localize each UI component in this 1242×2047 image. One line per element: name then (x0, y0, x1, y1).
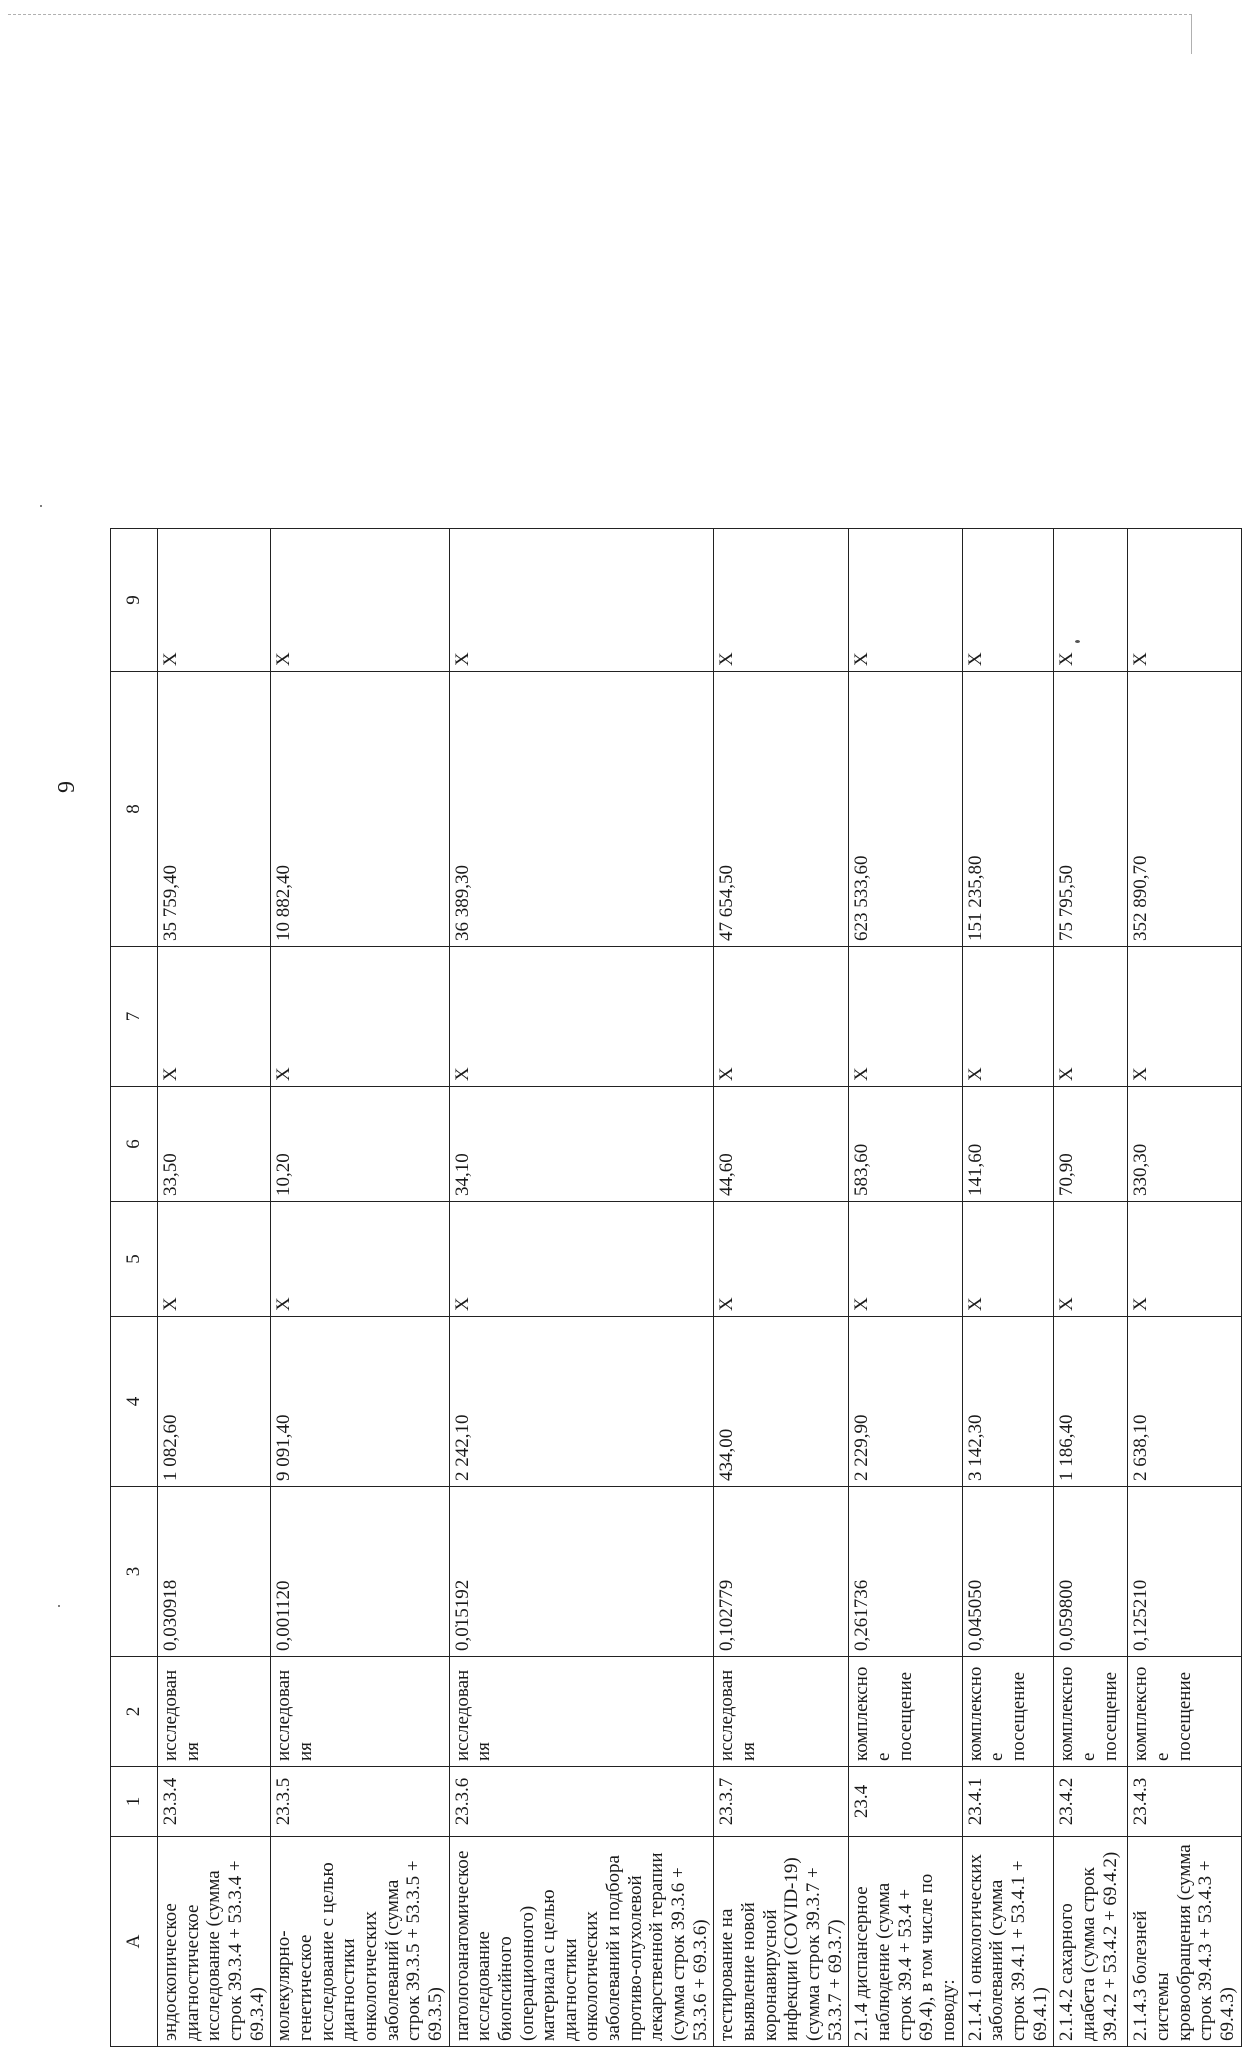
table-cell: 0,261736 (849, 1487, 962, 1657)
table-cell: X (1054, 947, 1128, 1087)
column-header: 4 (111, 1317, 158, 1487)
column-header: А (111, 1837, 158, 2047)
table-header-row (111, 529, 158, 2047)
table-cell: X (271, 1202, 449, 1317)
column-header: 2 (111, 1657, 158, 1767)
table-cell: X (1054, 529, 1128, 672)
table-cell: 151 235,80 (962, 672, 1054, 947)
table-cell: X (714, 529, 849, 672)
table-cell: 1 082,60 (158, 1317, 271, 1487)
table-cell: исследования (158, 1657, 271, 1767)
table-cell: тестирование на выявление новой коронавирусной инфекции (COVID-19) (сумма строк 39.3.7 + 53.3.7 + 69.3.7) (714, 1837, 849, 2047)
table-cell: 23.3.6 (449, 1767, 714, 1837)
table-cell: 0,102779 (714, 1487, 849, 1657)
table-cell: 23.3.5 (271, 1767, 449, 1837)
table-cell: 23.4 (849, 1767, 962, 1837)
column-header: 8 (111, 672, 158, 947)
table-cell: 2.1.4 диспансерное наблюдение (сумма строк 39.4 + 53.4 + 69.4), в том числе по поводу: (849, 1837, 962, 2047)
table-row (714, 529, 849, 2047)
table-cell: X (962, 947, 1054, 1087)
table-cell: 34,10 (449, 1087, 714, 1202)
column-header: 7 (111, 947, 158, 1087)
table-cell: 141,60 (962, 1087, 1054, 1202)
data-table (110, 528, 1242, 2047)
table-cell: комплексное посещение (1128, 1657, 1241, 1767)
table-cell: эндоскопическое диагностическое исследование (сумма строк 39.3.4 + 53.3.4 + 69.3.4) (158, 1837, 271, 2047)
table-cell: 23.4.1 (962, 1767, 1054, 1837)
table-cell: X (1128, 1202, 1241, 1317)
table-cell: патологоанатомическое исследование биопсийного (операционного) материала с целью диагностики онкологических заболеваний и подбора противо-опухолевой лекарственной терапии (сумма строк 39.3.6 + 53.3.6 + 69.3.6) (449, 1837, 714, 2047)
table-cell: X (158, 947, 271, 1087)
rotated-table-wrapper (110, 529, 1238, 2047)
scan-speck (58, 1605, 60, 1607)
table-cell: исследования (271, 1657, 449, 1767)
table-cell: 75 795,50 (1054, 672, 1128, 947)
column-header: 6 (111, 1087, 158, 1202)
table-cell: 70,90 (1054, 1087, 1128, 1202)
table-cell: X (714, 1202, 849, 1317)
table-row (158, 529, 271, 2047)
scan-speck (40, 505, 42, 507)
table-cell: 352 890,70 (1128, 672, 1241, 947)
table-cell: 0,125210 (1128, 1487, 1241, 1657)
table-cell: X (714, 947, 849, 1087)
table-cell: 10 882,40 (271, 672, 449, 947)
table-cell: 583,60 (849, 1087, 962, 1202)
page-number: 9 (54, 781, 80, 793)
column-header: 1 (111, 1767, 158, 1837)
table-row (1128, 529, 1241, 2047)
table-cell: 47 654,50 (714, 672, 849, 947)
table-cell: X (962, 529, 1054, 672)
scan-edge-right (1191, 14, 1192, 54)
table-cell: X (271, 529, 449, 672)
table-cell: 2.1.4.2 сахарного диабета (сумма строк 39.4.2 + 53.4.2 + 69.4.2) (1054, 1837, 1128, 2047)
table-cell: X (1128, 529, 1241, 672)
table-cell: 23.3.4 (158, 1767, 271, 1837)
table-cell: 9 091,40 (271, 1317, 449, 1487)
table-cell: 23.4.3 (1128, 1767, 1241, 1837)
table-cell: 623 533,60 (849, 672, 962, 947)
table-cell: X (962, 1202, 1054, 1317)
table-cell: комплексное посещение (849, 1657, 962, 1767)
table-cell: 35 759,40 (158, 672, 271, 947)
table-cell: X (849, 1202, 962, 1317)
table-cell: молекулярно-генетическое исследование с целью диагностики онкологических заболеваний (сумма строк 39.3.5 + 53.3.5 + 69.3.5) (271, 1837, 449, 2047)
table-cell: X (158, 529, 271, 672)
table-cell: 2 242,10 (449, 1317, 714, 1487)
table-cell: X (158, 1202, 271, 1317)
table-cell: комплексное посещение (1054, 1657, 1128, 1767)
table-cell: X (271, 947, 449, 1087)
table-cell: 330,30 (1128, 1087, 1241, 1202)
table-cell: 2.1.4.1 онкологических заболеваний (сумма строк 39.4.1 + 53.4.1 + 69.4.1) (962, 1837, 1054, 2047)
table-cell: 1 186,40 (1054, 1317, 1128, 1487)
table-cell: исследования (449, 1657, 714, 1767)
column-header: 5 (111, 1202, 158, 1317)
scan-edge-top (8, 14, 1192, 15)
table-cell: X (449, 529, 714, 672)
table-cell: X (1128, 947, 1241, 1087)
table-cell: X (849, 529, 962, 672)
table-row (962, 529, 1054, 2047)
table-cell: 0,030918 (158, 1487, 271, 1657)
table-cell: 23.4.2 (1054, 1767, 1128, 1837)
column-header: 3 (111, 1487, 158, 1657)
table-cell: 0,045050 (962, 1487, 1054, 1657)
table-cell: комплексное посещение (962, 1657, 1054, 1767)
table-cell: X (1054, 1202, 1128, 1317)
table-cell: 3 142,30 (962, 1317, 1054, 1487)
table-cell: 2 638,10 (1128, 1317, 1241, 1487)
table-cell: X (449, 947, 714, 1087)
table-row (449, 529, 714, 2047)
table-cell: 2 229,90 (849, 1317, 962, 1487)
table-row (849, 529, 962, 2047)
table-cell: X (849, 947, 962, 1087)
table-row (1054, 529, 1128, 2047)
table-cell: 10,20 (271, 1087, 449, 1202)
table-cell: 44,60 (714, 1087, 849, 1202)
table-cell: 0,001120 (271, 1487, 449, 1657)
table-cell: 0,015192 (449, 1487, 714, 1657)
table-cell: 33,50 (158, 1087, 271, 1202)
table-cell: 23.3.7 (714, 1767, 849, 1837)
table-cell: X (449, 1202, 714, 1317)
table-cell: 36 389,30 (449, 672, 714, 947)
table-cell: исследования (714, 1657, 849, 1767)
table-cell: 0,059800 (1054, 1487, 1128, 1657)
column-header: 9 (111, 529, 158, 672)
table-row (271, 529, 449, 2047)
table-cell: 434,00 (714, 1317, 849, 1487)
table-cell: 2.1.4.3 болезней системы кровообращения (сумма строк 39.4.3 + 53.4.3 + 69.4.3) (1128, 1837, 1241, 2047)
